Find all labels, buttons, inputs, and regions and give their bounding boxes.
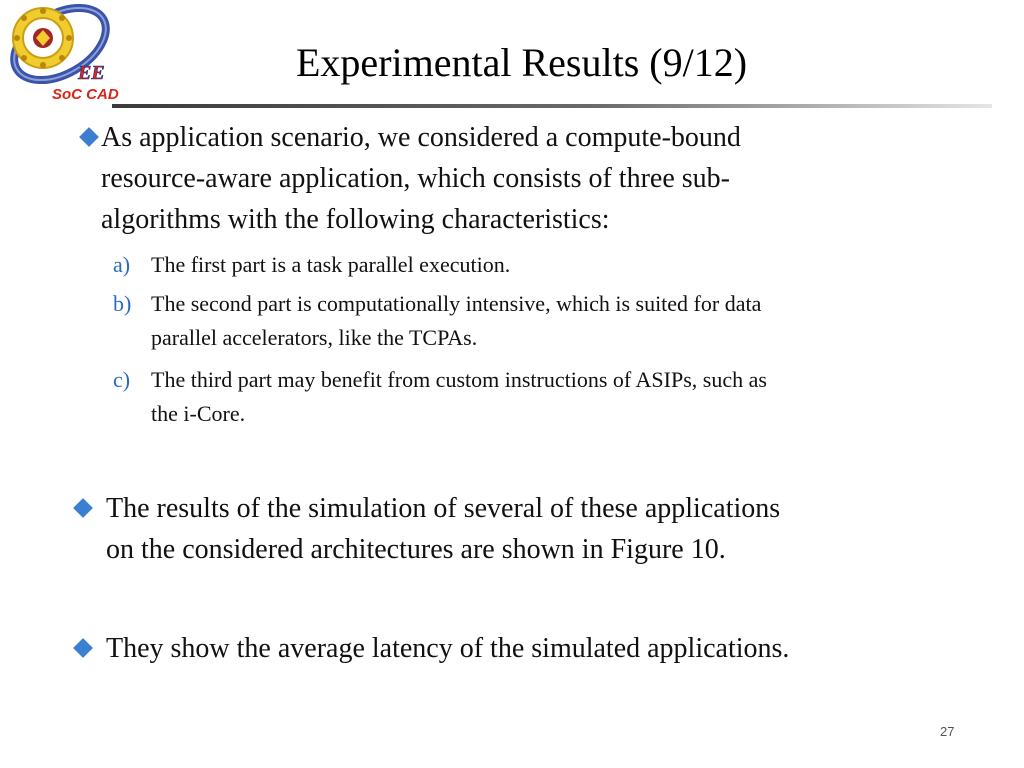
bullet-line: They show the average latency of the simulated applications.	[106, 633, 790, 664]
page-number: 27	[940, 724, 955, 739]
sub-item-line: parallel accelerators, like the TCPAs.	[151, 325, 478, 350]
bullet-diamond-icon	[79, 127, 99, 147]
bullet-line: on the considered architectures are shown in Figure 10.	[106, 534, 726, 565]
sub-item-line: The first part is a task parallel execution.	[151, 252, 511, 277]
sub-item-marker: b)	[113, 291, 132, 316]
bullet-line: algorithms with the following characteristics:	[101, 204, 610, 235]
slide-title: Experimental Results (9/12)	[296, 40, 748, 85]
sub-item-marker: a)	[113, 252, 131, 277]
bullet-item-2	[106, 488, 1006, 570]
logo-ee-text: EE	[78, 62, 105, 84]
bullet-line: The results of the simulation of several of these applications	[106, 493, 781, 524]
bullet-item-3	[106, 628, 1006, 669]
bullet-diamond-icon	[73, 638, 93, 658]
sub-item-marker: c)	[113, 367, 131, 392]
logo-graphic	[0, 0, 125, 108]
sub-item-line: the i-Core.	[151, 401, 246, 426]
logo-soc-cad-text: SoC CAD	[52, 86, 119, 103]
bullet-line: resource-aware application, which consists of three sub-	[101, 163, 730, 194]
bullet-line: As application scenario, we considered a compute-bound	[101, 122, 741, 153]
bullet-diamond-icon	[73, 498, 93, 518]
ee-soc-cad-logo	[0, 0, 125, 108]
title-divider	[112, 104, 992, 108]
sub-item-line: The second part is computationally intensive, which is suited for data	[151, 291, 762, 316]
sub-item-line: The third part may benefit from custom instructions of ASIPs, such as	[151, 367, 767, 392]
bullet-item-1	[101, 117, 1001, 240]
